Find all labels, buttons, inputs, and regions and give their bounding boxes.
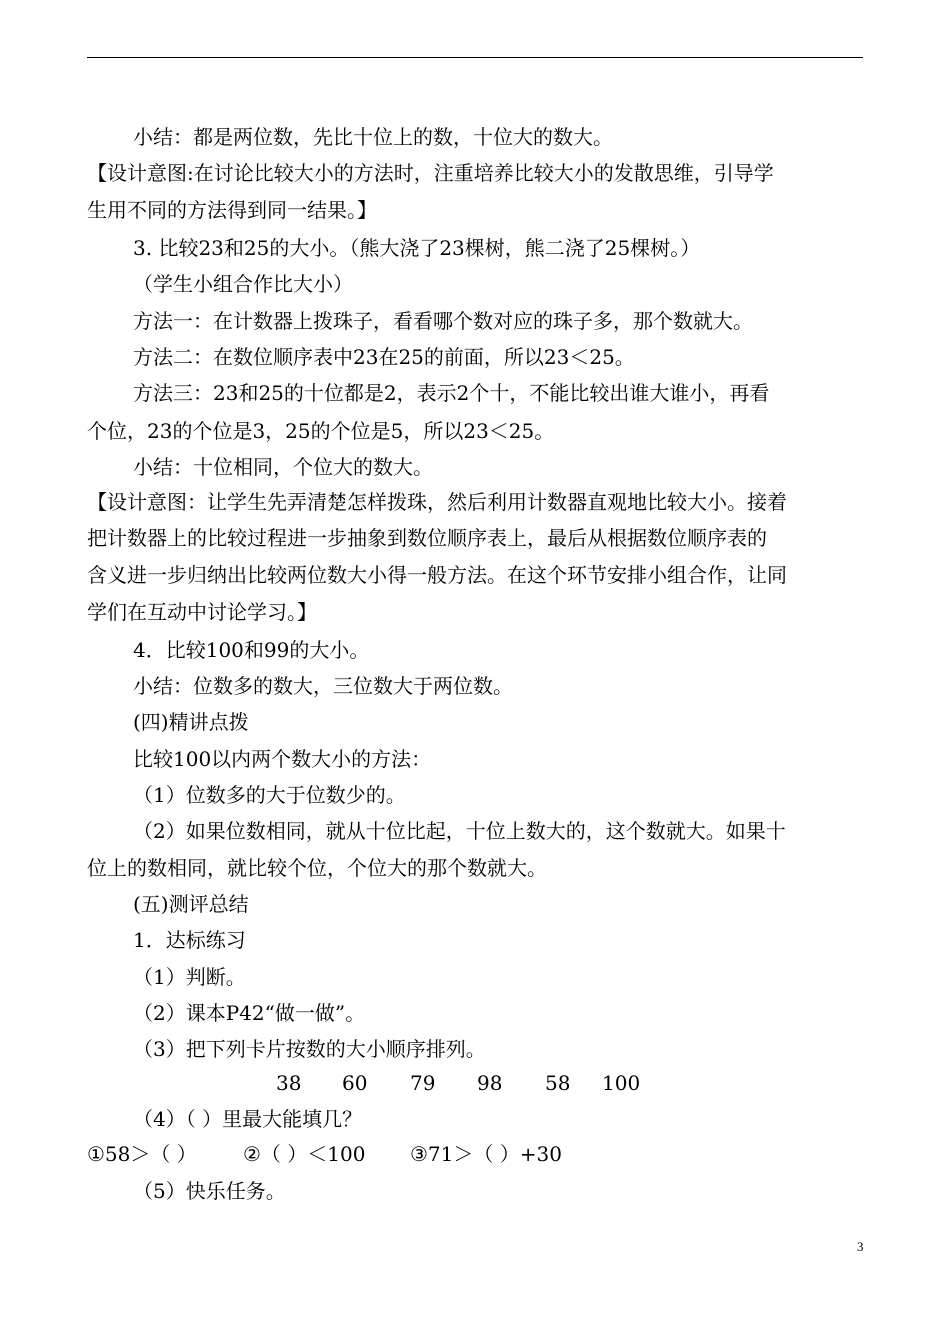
design-intent-1-line-2: 生用不同的方法得到同一结果。】 <box>87 198 377 222</box>
design-intent-1-line-1: 【设计意图:在讨论比较大小的方法时，注重培养比较大小的发散思维，引导学 <box>87 161 774 185</box>
method-summary-heading: 比较100以内两个数大小的方法： <box>133 747 432 771</box>
exercise-heading: 1．达标练习 <box>133 928 246 952</box>
summary-3: 小结：位数多的数大，三位数大于两位数。 <box>133 674 513 698</box>
number-cards-row <box>0 1070 950 1096</box>
fill-blank-3: ③71＞（ ）+30 <box>410 1142 562 1166</box>
summary-1: 小结：都是两位数，先比十位上的数，十位大的数大。 <box>133 125 613 149</box>
section-4-heading: (四)精讲点拨 <box>133 710 249 734</box>
number-card: 79 <box>410 1071 436 1095</box>
section-5-heading: (五)测评总结 <box>133 892 249 916</box>
header-rule <box>87 57 863 58</box>
fill-blank-2: ②（ ）＜100 <box>243 1142 366 1166</box>
number-card: 38 <box>276 1071 302 1095</box>
rule-2-line-1: （2）如果位数相同，就从十位比起，十位上数大的，这个数就大。如果十 <box>133 819 786 843</box>
exercise-2: （2）课本P42“做一做”。 <box>133 1001 366 1025</box>
item-3-compare: 3. 比较23和25的大小。（熊大浇了23棵树，熊二浇了25棵树。） <box>133 236 701 260</box>
exercise-4: （4）（ ）里最大能填几？ <box>133 1107 363 1131</box>
rule-1: （1）位数多的大于位数少的。 <box>133 783 406 807</box>
group-work-note: （学生小组合作比大小） <box>133 272 353 296</box>
method-3-line-1: 方法三：23和25的十位都是2，表示2个十，不能比较出谁大谁小，再看 <box>133 381 770 405</box>
method-2: 方法二：在数位顺序表中23在25的前面，所以23＜25。 <box>133 345 635 369</box>
exercise-3: （3）把下列卡片按数的大小顺序排列。 <box>133 1037 486 1061</box>
method-1: 方法一：在计数器上拨珠子，看看哪个数对应的珠子多，那个数就大。 <box>133 309 753 333</box>
design-intent-2-line-2: 把计数器上的比较过程进一步抽象到数位顺序表上，最后从根据数位顺序表的 <box>87 526 767 550</box>
design-intent-2-line-3: 含义进一步归纳出比较两位数大小得一般方法。在这个环节安排小组合作，让同 <box>87 563 787 587</box>
number-card: 98 <box>477 1071 503 1095</box>
page-number: 3 <box>857 1239 864 1254</box>
number-card: 100 <box>602 1071 641 1095</box>
item-4-compare: 4．比较100和99的大小。 <box>133 638 370 662</box>
number-card: 58 <box>545 1071 571 1095</box>
design-intent-2-line-4: 学们在互动中讨论学习。】 <box>87 600 317 624</box>
design-intent-2-line-1: 【设计意图：让学生先弄清楚怎样拨珠，然后利用计数器直观地比较大小。接着 <box>87 490 787 514</box>
summary-2: 小结：十位相同，个位大的数大。 <box>133 455 433 479</box>
method-3-line-2: 个位，23的个位是3，25的个位是5，所以23＜25。 <box>87 419 555 443</box>
rule-2-line-2: 位上的数相同，就比较个位，个位大的那个数就大。 <box>87 856 547 880</box>
exercise-1: （1）判断。 <box>133 965 246 989</box>
number-card: 60 <box>342 1071 368 1095</box>
fill-blank-1: ①58＞（ ） <box>87 1142 197 1166</box>
exercise-5: （5）快乐任务。 <box>133 1179 286 1203</box>
